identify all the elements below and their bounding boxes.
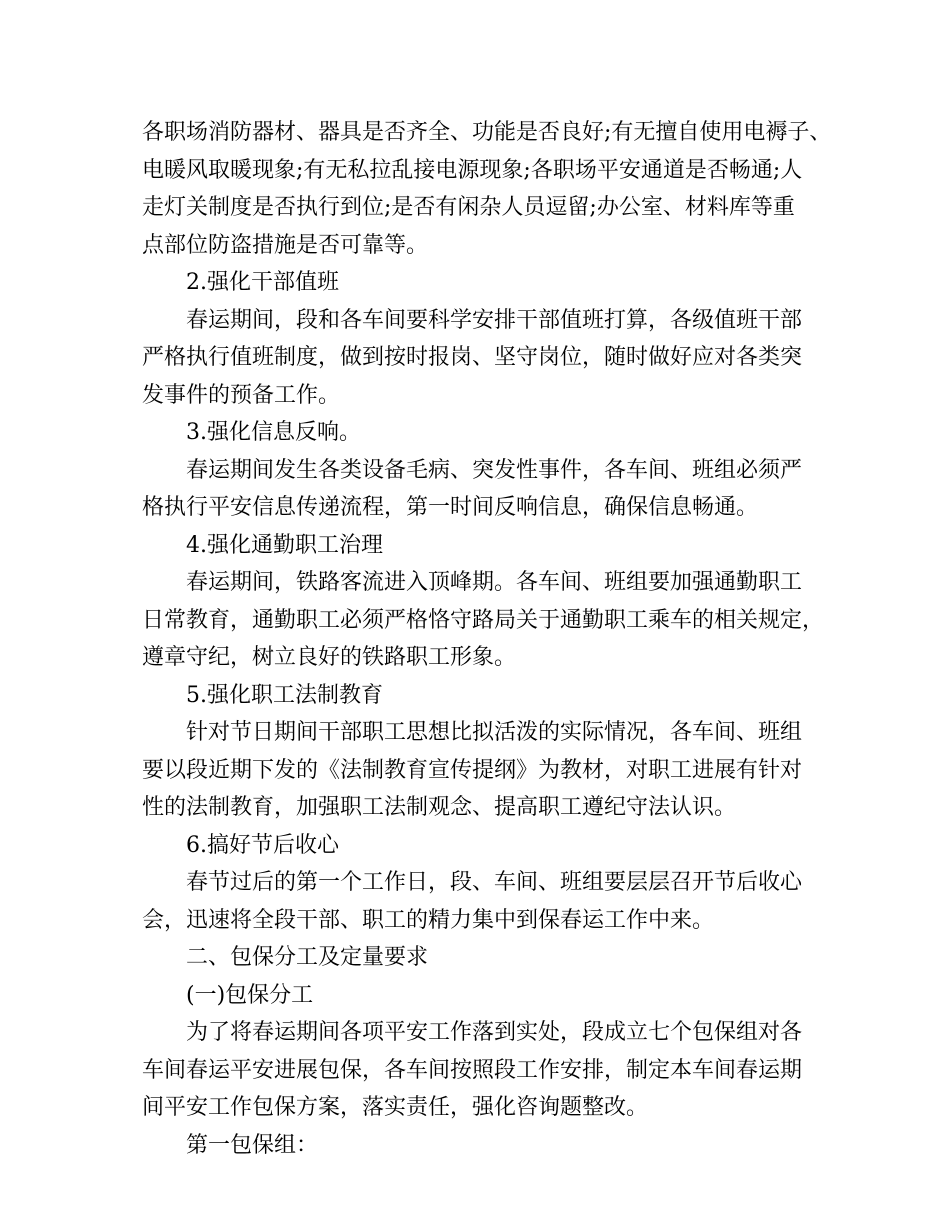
section-heading: 二、包保分工及定量要求 — [186, 945, 429, 970]
paragraph-line: 性的法制教育，加强职工法制观念、提高职工遵纪守法认识。 — [142, 795, 737, 820]
paragraph-line: 车间春运平安进展包保，各车间按照段工作安排，制定本车间春运期 — [142, 1057, 803, 1083]
group-heading: 第一包保组： — [186, 1132, 319, 1158]
paragraph-line: 走灯关制度是否执行到位;是否有闲杂人员逗留;办公室、材料库等重 — [142, 195, 795, 220]
paragraph-line: 春节过后的第一个工作日，段、车间、班组要层层召开节后收心 — [186, 870, 803, 895]
paragraph-line: 电暖风取暖现象;有无私拉乱接电源现象;各职场平安通道是否畅通;人 — [142, 157, 803, 183]
paragraph-line: 间平安工作包保方案，落实责任，强化咨询题整改。 — [142, 1095, 649, 1120]
section-heading: 2.强化干部值班 — [186, 270, 339, 295]
paragraph-line: 格执行平安信息传递流程，第一时间反响信息，确保信息畅通。 — [142, 495, 759, 520]
paragraph-line: 各职场消防器材、器具是否齐全、功能是否良好;有无擅自使用电褥子、 — [142, 120, 832, 145]
paragraph-line: 春运期间，段和各车间要科学安排干部值班打算，各级值班干部 — [186, 307, 803, 333]
section-heading: 5.强化职工法制教育 — [186, 682, 383, 708]
subsection-heading: (一)包保分工 — [186, 982, 314, 1008]
paragraph-line: 严格执行值班制度，做到按时报岗、坚守岗位，随时做好应对各类突 — [142, 345, 803, 370]
paragraph-line: 为了将春运期间各项平安工作落到实处，段成立七个包保组对各 — [186, 1020, 803, 1045]
paragraph-line: 发事件的预备工作。 — [142, 382, 341, 408]
paragraph-line: 要以段近期下发的《法制教育宣传提纲》为教材，对职工进展有针对 — [142, 757, 803, 783]
section-heading: 4.强化通勤职工治理 — [186, 532, 383, 558]
paragraph-line: 针对节日期间干部职工思想比拟活泼的实际情况，各车间、班组 — [186, 720, 803, 745]
paragraph-line: 会，迅速将全段干部、职工的精力集中到保春运工作中来。 — [142, 907, 715, 933]
section-heading: 6.搞好节后收心 — [186, 832, 339, 858]
document-body — [142, 114, 842, 1164]
paragraph-line: 遵章守纪，树立良好的铁路职工形象。 — [142, 645, 517, 670]
section-heading: 3.强化信息反响。 — [186, 420, 361, 445]
paragraph-line: 春运期间发生各类设备毛病、突发性事件，各车间、班组必须严 — [186, 457, 803, 483]
paragraph-line: 春运期间，铁路客流进入顶峰期。各车间、班组要加强通勤职工 — [186, 570, 803, 595]
paragraph-line: 点部位防盗措施是否可靠等。 — [142, 232, 429, 258]
paragraph-line: 日常教育，通勤职工必须严格恪守路局关于通勤职工乘车的相关规定， — [142, 607, 825, 633]
